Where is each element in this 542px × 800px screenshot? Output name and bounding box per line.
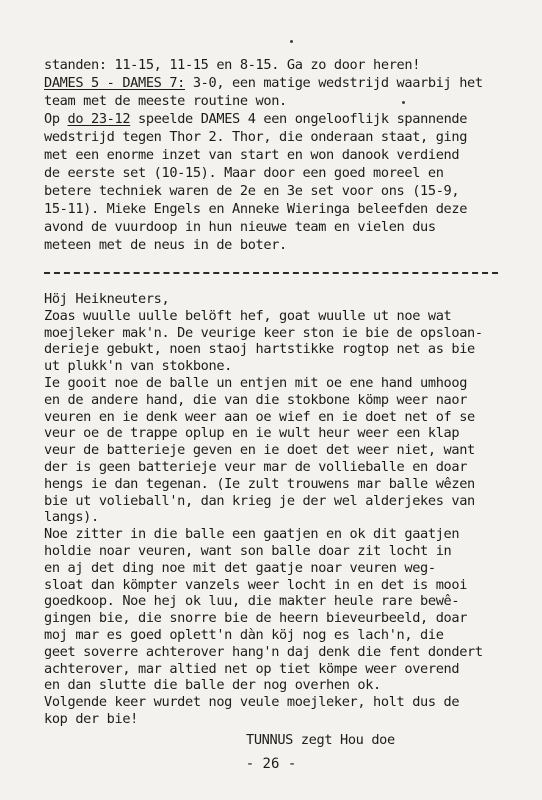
text-line: achterover, mar altied net op tiet kömpe weer overend [44,660,460,677]
text-line: sloat dan kömpter vanzels weer locht in en det is mooi [44,576,468,593]
text-line: Noe zitter in die balle een gaatjen en ok dit gaatjen [44,526,460,543]
text-line: Zoas wuulle uulle belöft hef, goat wuulle ut noe wat [44,307,452,324]
text-line: Ie gooit noe de balle un entjen mit oe ene hand umhoog [44,375,468,391]
scan-speck [402,101,405,104]
text-line: de eerste set (10-15). Maar door een goed moreel en [44,165,444,181]
text-line: en aj det ding noe mit det gaatje noar veuren weg- [44,559,436,576]
text-line: betere techniek waren de 2e en 3e set voor ons (15-9, [44,183,460,199]
text-line: wedstrijd tegen Thor 2. Thor, die onderaan staat, ging [44,129,468,145]
text-line [44,74,483,92]
scan-speck [290,40,293,43]
text-line: en de andere hand, die van die stokbone kömp weer naor [44,391,468,408]
text-fragment: speelde DAMES 4 een ongelooflijk spannende [130,111,468,127]
text-line: Volgende keer wurdet nog veule moejleker, holt dus de [44,694,460,711]
text-line: bie ut volieball'n, dan krieg je der wel alderjekes van [44,492,475,509]
match-date: do 23-12 [67,111,131,127]
text-line: met een enorme inzet van start en won danook verdiend [44,147,460,163]
text-line: avond de vuurdoop in hun nieuwe team en vielen dus [44,219,436,235]
text-line: veur oe de trappe oplup en ie wult heur weer een klap [44,425,460,442]
text-line: kop der bie! [44,711,139,727]
text-fragment: 3-0, een matige wedstrijd waarbij het [185,75,483,91]
text-fragment: Op [44,111,68,127]
text-line: Höj Heikneuters, [44,291,170,307]
text-line: derieje gebukt, noen staoj hartstikke rogtop net as bie [44,341,475,358]
text-line: holdie noar veuren, want son balle doar zit locht in [44,543,452,559]
text-line: en dan slutte die balle der nog overhen ok. [44,677,381,694]
dashed-divider [44,272,498,274]
text-line: moejleker mak'n. De veurige keer ston ie bie de opsloan- [44,324,483,341]
text-line: veur de batterieje geven en ie doet det weer niet, want [44,442,475,459]
text-line: moj mar es goed oplett'n dàn köj nog es lach'n, die [44,627,444,643]
text-line: geet soverre achterover hang'n daj denk die fent dondert [44,643,483,660]
text-line: hengs ie dan tegenan. (Ie zult trouwens mar balle wêzen [44,475,475,492]
page-number: - 26 - [245,756,297,772]
text-line [44,110,467,128]
text-line: gingen bie, die snorre bie de heern bieveurbeeld, doar [44,610,468,627]
text-line: langs). [44,509,99,526]
text-line: ut plukk'n van stokbone. [44,358,233,375]
signature: TUNNUS zegt Hou doe [246,731,395,748]
text-line: meteen met de neus in de boter. [44,237,287,253]
text-line: der is geen batterieje veur mar de vollieballe en doar [44,459,468,475]
text-line: team met de meeste routine won. [44,93,287,109]
team-heading: DAMES 5 - DAMES 7: [44,75,186,91]
text-line: veuren en ie denk weer aan oe wief en ie doet net of se [44,408,475,425]
text-line: 15-11). Mieke Engels en Anneke Wieringa beleefden deze [44,201,468,217]
text-line: goedkoop. Noe hej ok luu, die makter heule rare bewê- [44,593,460,610]
text-line: standen: 11-15, 11-15 en 8-15. Ga zo door heren! [44,57,421,73]
